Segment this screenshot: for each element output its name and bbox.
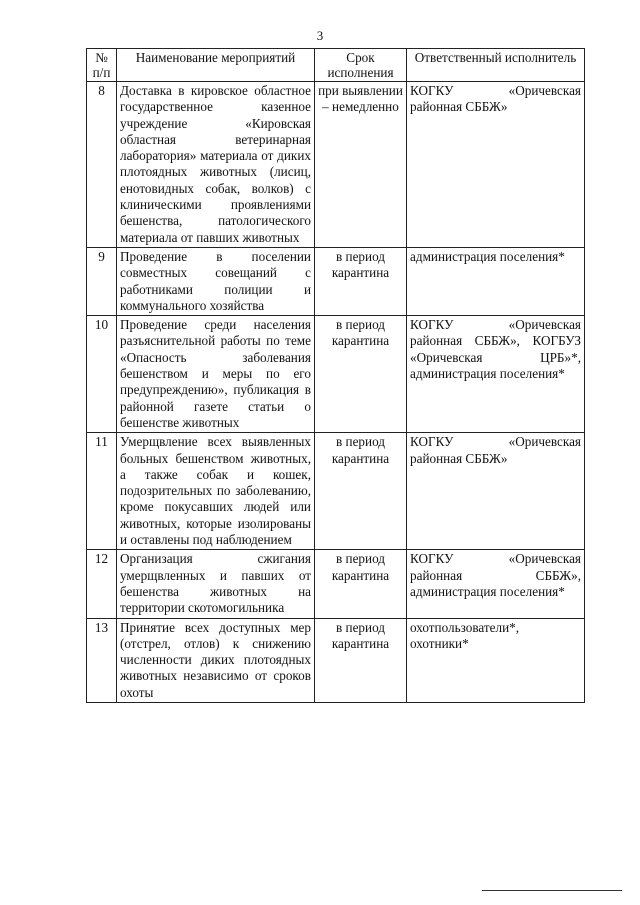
row-term: в период карантина	[315, 550, 407, 618]
footer-rule	[482, 890, 622, 891]
table-row	[87, 316, 585, 433]
row-num: 12	[87, 550, 117, 618]
row-name: Принятие всех доступных мер (отстрел, отлов) к снижению численности диких плотоядных животных независимо от сроков охоты	[117, 618, 315, 702]
row-name: Проведение среди населения разъяснительной работы по теме «Опасность заболевания бешенством и меры по его предупреждению», публикация в районной газете статьи о бешенстве животных	[117, 316, 315, 433]
table-row	[87, 82, 585, 248]
row-name: Умерщвление всех выявленных больных бешенством животных, а также собак и кошек, подозрительных по заболеванию, кроме покусавших людей или животных, которые изолированы и оставлены под наблюдением	[117, 433, 315, 550]
header-term: Срок исполнения	[315, 49, 407, 82]
table-header-row	[87, 49, 585, 82]
row-resp: КОГКУ «Оричевская районная СББЖ», администрация поселения*	[407, 550, 585, 618]
row-term: в период карантина	[315, 316, 407, 433]
row-resp: администрация поселения*	[407, 247, 585, 315]
row-name: Организация сжигания умерщвленных и павших от бешенства животных на территории скотомогильника	[117, 550, 315, 618]
row-term: в период карантина	[315, 618, 407, 702]
row-term: в период карантина	[315, 247, 407, 315]
row-num: 9	[87, 247, 117, 315]
row-term: в период карантина	[315, 433, 407, 550]
row-resp: КОГКУ «Оричевская районная СББЖ»	[407, 82, 585, 248]
header-name: Наименование мероприятий	[117, 49, 315, 82]
row-num: 10	[87, 316, 117, 433]
table-row	[87, 433, 585, 550]
row-resp: КОГКУ «Оричевская районная СББЖ»	[407, 433, 585, 550]
row-name: Проведение в поселении совместных совещаний с работниками полиции и коммунального хозяйства	[117, 247, 315, 315]
row-resp: КОГКУ «Оричевская районная СББЖ», КОГБУЗ «Оричевская ЦРБ»*, администрация поселения*	[407, 316, 585, 433]
row-name: Доставка в кировское областное государственное казенное учреждение «Кировская областная ветеринарная лаборатория» материала от диких плотоядных животных (лисиц, енотовидных собак, волков) с клиническими проявлениями бешенства, патологического материала от павших животных	[117, 82, 315, 248]
table-row	[87, 618, 585, 702]
row-resp: охотпользователи*, охотники*	[407, 618, 585, 702]
row-term: при выявлении – немедленно	[315, 82, 407, 248]
table-row	[87, 550, 585, 618]
page-number: 3	[316, 28, 324, 43]
header-resp: Ответственный исполнитель	[407, 49, 585, 82]
row-num: 13	[87, 618, 117, 702]
measures-table	[86, 48, 585, 703]
table-row	[87, 247, 585, 315]
row-num: 8	[87, 82, 117, 248]
row-num: 11	[87, 433, 117, 550]
header-num: № п/п	[87, 49, 117, 82]
